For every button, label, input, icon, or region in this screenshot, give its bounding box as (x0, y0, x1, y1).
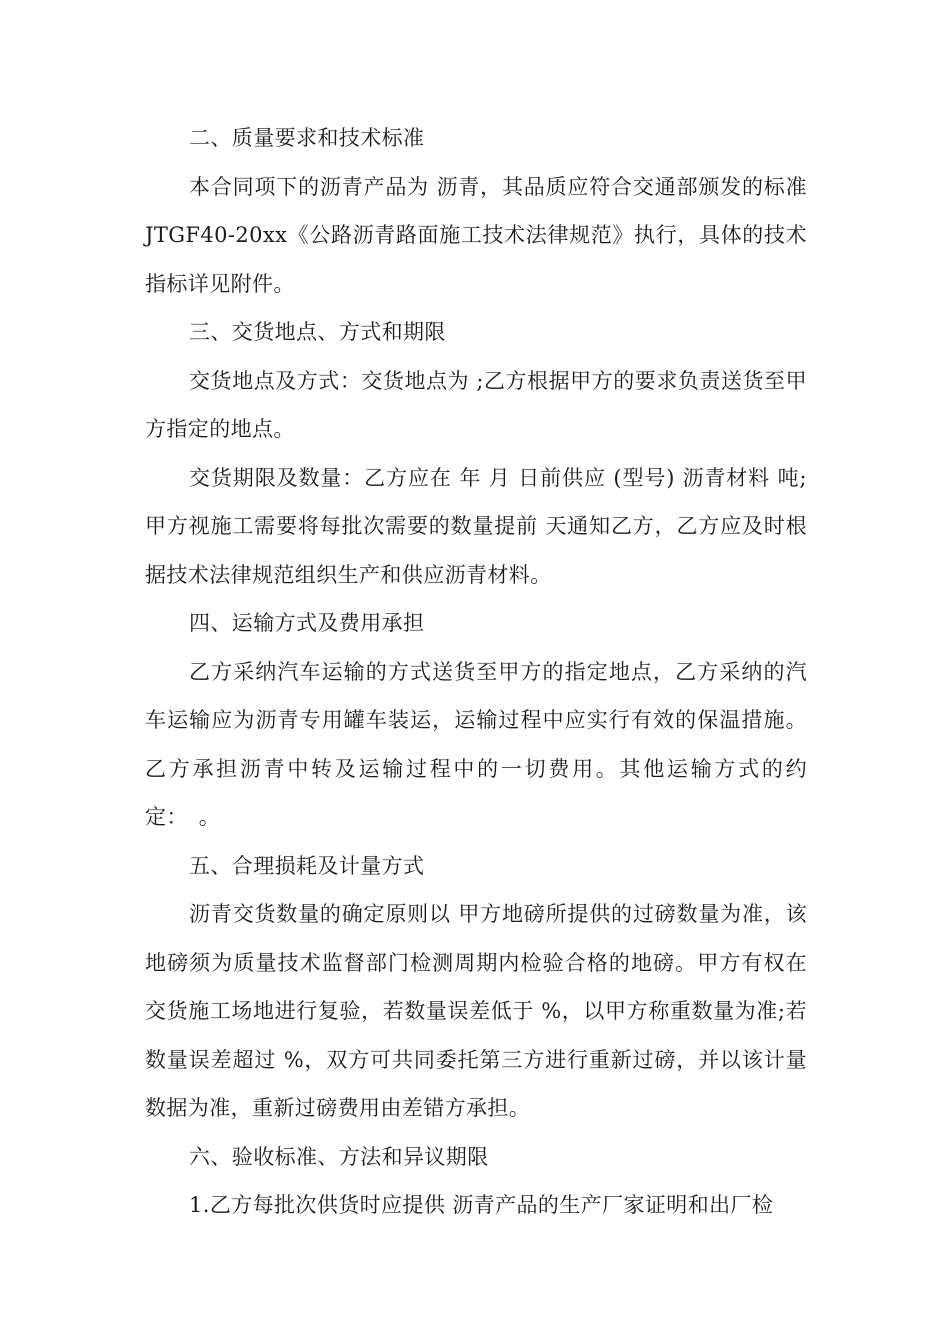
paragraph-delivery-quantity: 交货期限及数量：乙方应在 年 月 日前供应 (型号) 沥青材料 吨;甲方视施工需要将每批次需要的数量提前 天通知乙方，乙方应及时根据技术法律规范组织生产和供应沥青材料。 (145, 465, 807, 587)
section-heading-acceptance: 六、验收标准、方法和异议期限 (189, 1144, 489, 1169)
section-heading-quality: 二、质量要求和技术标准 (189, 126, 425, 150)
paragraph-acceptance: 1.乙方每批次供货时应提供 沥青产品的生产厂家证明和出厂检 (189, 1193, 774, 1217)
paragraph-transport: 乙方采纳汽车运输的方式送货至甲方的指定地点，乙方采纳的汽车运输应为沥青专用罐车装运，运输过程中应实行有效的保温措施。乙方承担沥青中转及运输过程中的一切费用。其他运输方式的约定： 。 (145, 659, 807, 829)
section-heading-transport: 四、运输方式及费用承担 (189, 611, 425, 635)
paragraph-loss: 沥青交货数量的确定原则以 甲方地磅所提供的过磅数量为准，该地磅须为质量技术监督部门检测周期内检验合格的地磅。甲方有权在交货施工场地进行复验，若数量误差低于 %，以甲方称重数量为准;若数量误差超过 %，双方可共同委托第三方进行重新过磅，并以该计量数据为准，重新过磅费用由差错方承担。 (145, 902, 807, 1120)
paragraph-quality: 本合同项下的沥青产品为 沥青，其品质应符合交通部颁发的标准 JTGF40-20xx《公路沥青路面施工技术法律规范》执行，具体的技术指标详见附件。 (145, 174, 807, 296)
section-heading-loss: 五、合理损耗及计量方式 (189, 853, 425, 878)
document-body (145, 114, 807, 1230)
paragraph-delivery-place: 交货地点及方式：交货地点为 ;乙方根据甲方的要求负责送货至甲方指定的地点。 (145, 368, 807, 441)
section-heading-delivery: 三、交货地点、方式和期限 (189, 320, 446, 344)
